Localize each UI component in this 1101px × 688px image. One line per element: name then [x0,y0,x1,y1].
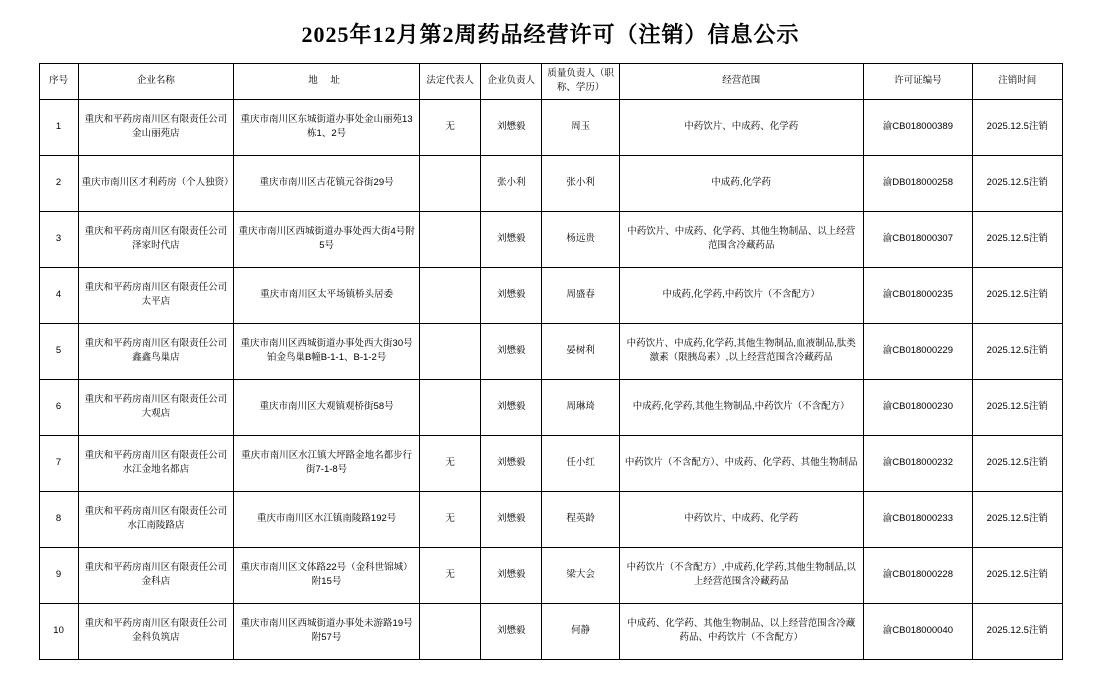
cell-company-name: 重庆和平药房南川区有限责任公司大观店 [78,379,234,435]
cell-license-no: 渝CB018000233 [863,491,972,547]
cell-address: 重庆市南川区西城街道办事处西大街4号附5号 [234,211,420,267]
cell-owner: 刘懋毅 [481,435,542,491]
column-header-seq: 序号 [39,64,78,100]
cell-legal-rep [419,211,480,267]
cell-scope: 中药饮片、中成药,化学药,其他生物制品,血液制品,肽类激素（限胰岛素）,以上经营范围含冷藏药品 [619,323,863,379]
cell-cancel-date: 2025.12.5注销 [973,435,1062,491]
cell-company-name: 重庆和平药房南川区有限责任公司太平店 [78,267,234,323]
cell-owner: 刘懋毅 [481,99,542,155]
cell-company-name: 重庆和平药房南川区有限责任公司金山丽苑店 [78,99,234,155]
table-header-row [39,64,1062,100]
column-header-owner: 企业负责人 [481,64,542,100]
cell-address: 重庆市南川区西城街道办事处未游路19号附57号 [234,603,420,659]
cell-license-no: 渝CB018000389 [863,99,972,155]
cell-company-name: 重庆和平药房南川区有限责任公司水江南陵路店 [78,491,234,547]
cell-owner: 刘懋毅 [481,267,542,323]
page-title: 2025年12月第2周药品经营许可（注销）信息公示 [301,22,800,47]
cell-scope: 中药饮片、中成药、化学药 [619,491,863,547]
cell-qa-person: 梁大会 [542,547,619,603]
drug-license-cancellation-table [39,63,1063,660]
cell-seq: 1 [39,99,78,155]
table-row [39,155,1062,211]
column-header-scope: 经营范围 [619,64,863,100]
cell-address: 重庆市南川区文体路22号（金科世锦城）附15号 [234,547,420,603]
cell-cancel-date: 2025.12.5注销 [973,211,1062,267]
cell-scope: 中药饮片（不含配方）、中成药、化学药、其他生物制品 [619,435,863,491]
cell-qa-person: 任小红 [542,435,619,491]
cell-owner: 刘懋毅 [481,491,542,547]
cell-legal-rep: 无 [419,435,480,491]
cell-owner: 刘懋毅 [481,603,542,659]
table-body [39,99,1062,659]
cell-legal-rep: 无 [419,99,480,155]
cell-seq: 3 [39,211,78,267]
column-header-qa-person: 质量负责人（职称、学历） [542,64,619,100]
cell-legal-rep: 无 [419,547,480,603]
cell-qa-person: 周玉 [542,99,619,155]
cell-address: 重庆市南川区水江镇大坪路金地名都步行街7-1-8号 [234,435,420,491]
column-header-address: 地 址 [234,64,420,100]
cell-license-no: 渝CB018000232 [863,435,972,491]
cell-legal-rep [419,379,480,435]
column-header-license-no: 许可证编号 [863,64,972,100]
cell-scope: 中成药、化学药、其他生物制品、以上经营范围含冷藏药品、中药饮片（不含配方） [619,603,863,659]
cell-cancel-date: 2025.12.5注销 [973,603,1062,659]
cell-qa-person: 晏树利 [542,323,619,379]
cell-seq: 7 [39,435,78,491]
cell-qa-person: 周盛春 [542,267,619,323]
table-row [39,491,1062,547]
cell-legal-rep [419,155,480,211]
cell-seq: 5 [39,323,78,379]
cell-company-name: 重庆和平药房南川区有限责任公司水江金地名都店 [78,435,234,491]
cell-qa-person: 周琳琦 [542,379,619,435]
cell-scope: 中药饮片、中成药、化学药、其他生物制品、以上经营范围含冷藏药品 [619,211,863,267]
cell-cancel-date: 2025.12.5注销 [973,99,1062,155]
cell-license-no: 渝CB018000229 [863,323,972,379]
column-header-cancel-date: 注销时间 [973,64,1062,100]
cell-address: 重庆市南川区水江镇南陵路192号 [234,491,420,547]
table-row [39,603,1062,659]
cell-cancel-date: 2025.12.5注销 [973,379,1062,435]
cell-scope: 中药饮片、中成药、化学药 [619,99,863,155]
table-row [39,211,1062,267]
table-row [39,99,1062,155]
cell-seq: 2 [39,155,78,211]
cell-legal-rep [419,603,480,659]
cell-address: 重庆市南川区太平场镇桥头居委 [234,267,420,323]
table-row [39,323,1062,379]
cell-scope: 中药饮片（不含配方）,中成药,化学药,其他生物制品,以上经营范围含冷藏药品 [619,547,863,603]
cell-qa-person: 杨远贵 [542,211,619,267]
cell-seq: 10 [39,603,78,659]
cell-legal-rep [419,267,480,323]
column-header-company-name: 企业名称 [78,64,234,100]
column-header-legal-rep: 法定代表人 [419,64,480,100]
cell-qa-person: 张小利 [542,155,619,211]
cell-cancel-date: 2025.12.5注销 [973,323,1062,379]
cell-owner: 张小利 [481,155,542,211]
cell-address: 重庆市南川区东城街道办事处金山丽苑13栋1、2号 [234,99,420,155]
cell-company-name: 重庆市南川区才利药房（个人独资） [78,155,234,211]
table-row [39,379,1062,435]
cell-cancel-date: 2025.12.5注销 [973,491,1062,547]
cell-owner: 刘懋毅 [481,547,542,603]
table-row [39,435,1062,491]
cell-seq: 8 [39,491,78,547]
cell-legal-rep [419,323,480,379]
cell-seq: 9 [39,547,78,603]
cell-company-name: 重庆和平药房南川区有限责任公司金科负筑店 [78,603,234,659]
cell-cancel-date: 2025.12.5注销 [973,155,1062,211]
cell-address: 重庆市南川区大观镇观桥街58号 [234,379,420,435]
cell-qa-person: 程英龄 [542,491,619,547]
cell-qa-person: 何静 [542,603,619,659]
cell-license-no: 渝DB018000258 [863,155,972,211]
cell-company-name: 重庆和平药房南川区有限责任公司金科店 [78,547,234,603]
cell-company-name: 重庆和平药房南川区有限责任公司鑫鑫鸟巢店 [78,323,234,379]
cell-cancel-date: 2025.12.5注销 [973,547,1062,603]
cell-owner: 刘懋毅 [481,379,542,435]
cell-license-no: 渝CB018000307 [863,211,972,267]
table-row [39,267,1062,323]
cell-cancel-date: 2025.12.5注销 [973,267,1062,323]
cell-seq: 6 [39,379,78,435]
cell-license-no: 渝CB018000230 [863,379,972,435]
table-header [39,64,1062,100]
cell-scope: 中成药,化学药,中药饮片（不含配方） [619,267,863,323]
cell-owner: 刘懋毅 [481,211,542,267]
cell-address: 重庆市南川区西城街道办事处西大街30号铂金鸟巢B幢B-1-1、B-1-2号 [234,323,420,379]
cell-owner: 刘懋毅 [481,323,542,379]
cell-scope: 中成药,化学药,其他生物制品,中药饮片（不含配方） [619,379,863,435]
cell-scope: 中成药,化学药 [619,155,863,211]
cell-seq: 4 [39,267,78,323]
cell-legal-rep: 无 [419,491,480,547]
cell-license-no: 渝CB018000235 [863,267,972,323]
cell-company-name: 重庆和平药房南川区有限责任公司泽家时代店 [78,211,234,267]
table-row [39,547,1062,603]
cell-license-no: 渝CB018000228 [863,547,972,603]
cell-license-no: 渝CB018000040 [863,603,972,659]
cell-address: 重庆市南川区古花镇元谷街29号 [234,155,420,211]
